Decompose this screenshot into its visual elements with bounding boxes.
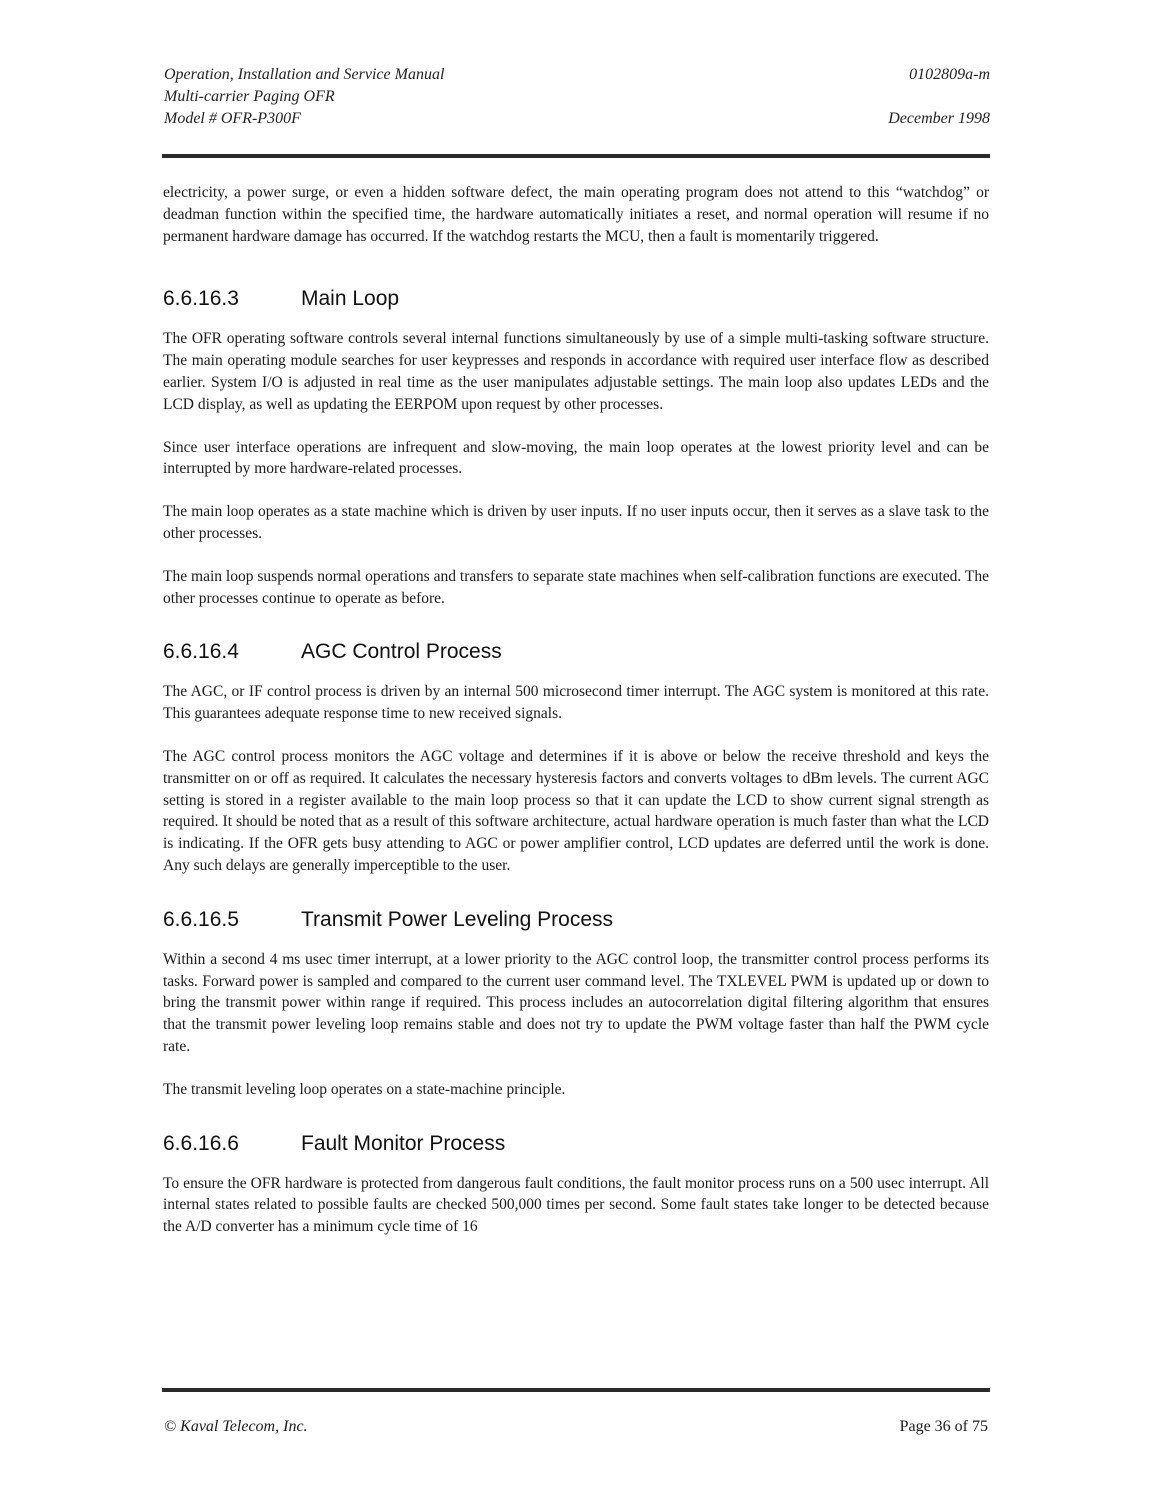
section-title: AGC Control Process <box>301 640 502 664</box>
paragraph: Since user interface operations are infrequent and slow-moving, the main loop operates at the lowest priority level and can be interrupted by more hardware-related processes. <box>163 438 989 478</box>
header-right <box>888 64 990 130</box>
footer-copyright: © Kaval Telecom, Inc. <box>164 1418 308 1435</box>
paragraph: The AGC, or IF control process is driven by an internal 500 microsecond timer interrupt. The AGC system is monitored at this rate. This guarantees adequate response time to new received signals. <box>163 683 989 723</box>
section-title: Main Loop <box>301 287 400 311</box>
section-heading-agc-control <box>163 639 989 665</box>
section-number: 6.6.16.3 <box>163 287 239 311</box>
section-title: Transmit Power Leveling Process <box>301 907 614 931</box>
paragraph: The main loop suspends normal operations and transfers to separate state machines when self-calibration functions are executed. The other processes continue to operate as before. <box>163 567 989 607</box>
section-number: 6.6.16.5 <box>163 907 239 931</box>
footer-page-number: Page 36 of 75 <box>899 1418 988 1435</box>
paragraph: The AGC control process monitors the AGC voltage and determines if it is above or below the receive threshold and keys the transmitter on or off as required. It calculates the necessary hysteresis factors and converts voltages to dBm levels. The current AGC setting is stored in a register available to the main loop process so that it can update the LCD to show current signal strength as required. It should be noted that as a result of this software architecture, actual hardware operation is much faster than what the LCD is indicating. If the OFR gets busy attending to AGC or power amplifier control, LCD updates are deferred until the work is done. Any such delays are generally imperceptible to the user. <box>163 747 989 874</box>
page-body <box>163 182 989 1238</box>
paragraph: The transmit leveling loop operates on a state-machine principle. <box>163 1080 566 1098</box>
section-number: 6.6.16.6 <box>163 1131 239 1155</box>
header-manual-title: Operation, Installation and Service Manual <box>164 66 445 83</box>
header-date: December 1998 <box>888 110 990 127</box>
paragraph: Within a second 4 ms usec timer interrupt, at a lower priority to the AGC control loop, the transmitter control process performs its tasks. Forward power is sampled and compared to the current user command level. The TXLEVEL PWM is updated up or down to bring the transmit power within range if required. This process includes an autocorrelation digital filtering algorithm that ensures that the transmit power leveling loop remains stable and does not try to update the PWM voltage faster than half the PWM cycle rate. <box>163 950 989 1055</box>
header-doc-number: 0102809a-m <box>909 66 990 83</box>
paragraph: To ensure the OFR hardware is protected from dangerous fault conditions, the fault monitor process runs on a 500 usec interrupt. All internal states related to possible faults are checked 500,000 times per second. Some fault states take longer to be detected because the A/D converter has a minimum cycle time of 16 <box>163 1174 989 1236</box>
header-rule <box>162 154 990 158</box>
header-model-number: Model # OFR-P300F <box>164 110 301 127</box>
section-heading-fault-monitor <box>163 1131 989 1157</box>
section-number: 6.6.16.4 <box>163 640 239 664</box>
intro-paragraph: electricity, a power surge, or even a hidden software defect, the main operating program does not attend to this “watchdog” or deadman function within the specified time, the hardware automatically initiates a reset, and normal operation will resume if no permanent hardware damage has occurred. If the watchdog restarts the MCU, then a fault is momentarily triggered. <box>163 184 989 245</box>
paragraph: The OFR operating software controls several internal functions simultaneously by use of a simple multi-tasking software structure. The main operating module searches for user keypresses and responds in accordance with required user interface flow as described earlier. System I/O is adjusted in real time as the user manipulates adjustable settings. The main loop also updates LEDs and the LCD display, as well as updating the EERPOM upon request by other processes. <box>163 330 989 413</box>
section-heading-transmit-power <box>163 907 989 933</box>
section-title: Fault Monitor Process <box>301 1131 506 1155</box>
footer-rule <box>162 1388 990 1392</box>
paragraph: The main loop operates as a state machine which is driven by user inputs. If no user inputs occur, then it serves as a slave task to the other processes. <box>163 503 989 542</box>
header-product-name: Multi-carrier Paging OFR <box>164 88 335 105</box>
header-left <box>164 64 444 130</box>
section-heading-main-loop <box>163 286 989 312</box>
